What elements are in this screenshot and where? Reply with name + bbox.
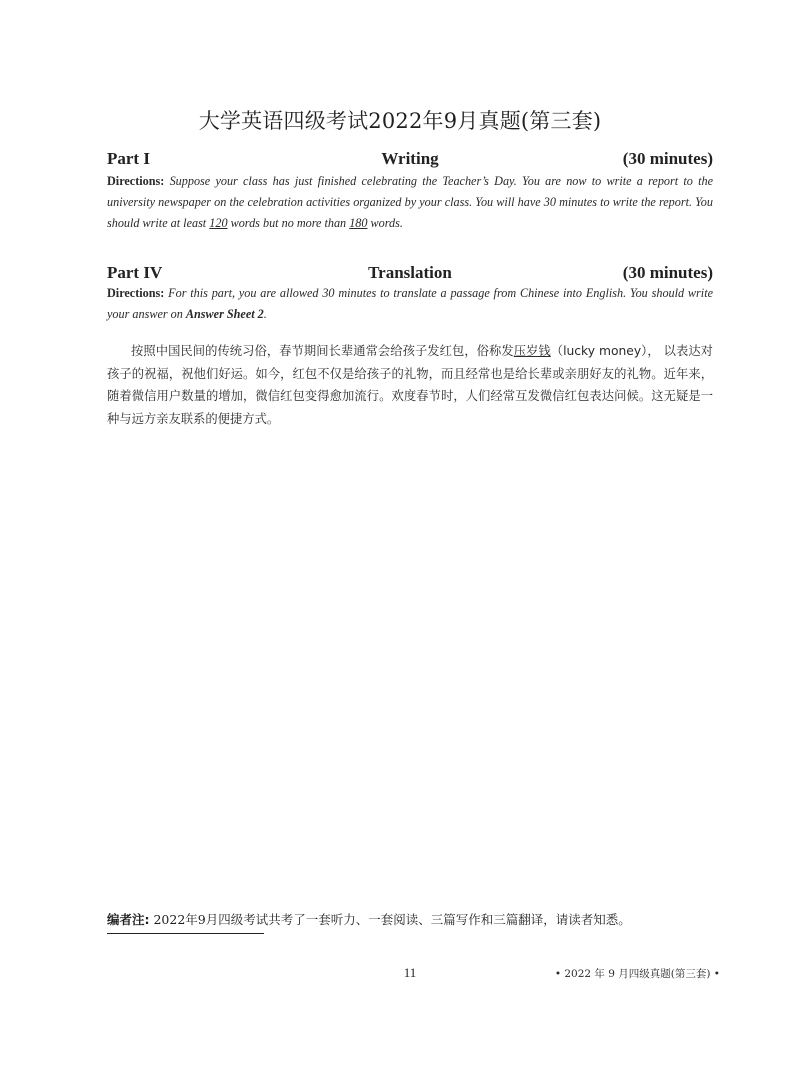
part-iv-time: (30 minutes) [622, 263, 713, 282]
editor-note [107, 910, 631, 928]
max-words: 180 [349, 216, 368, 230]
part-i-name: Writing [381, 149, 439, 168]
part-i-label: Part I [107, 149, 150, 168]
part-i-header [107, 149, 713, 173]
part-iv-name: Translation [368, 263, 452, 282]
passage-text: （lucky money）， 以表达对孩子的祝福，祝他们好运。如今，红包不仅是给孩子的礼物，而且经常也是给长辈或亲朋好友的礼物。近年来，随着微信用户数量的增加，微信红包变得愈加流行。欢度春节时，人们经常互发微信红包表达问候。这无疑是一种与远方亲友联系的便捷方式。 [107, 344, 713, 426]
part-i-directions [107, 171, 713, 234]
passage-underlined-term: 压岁钱 [513, 344, 551, 358]
part-iv-directions [107, 283, 713, 325]
translation-passage [107, 340, 713, 430]
directions-lead: Directions: [107, 174, 165, 188]
passage-text: 按照中国民间的传统习俗，春节期间长辈通常会给孩子发红包，俗称发 [131, 344, 514, 358]
editor-note-text: 2022年9月四级考试共考了一套听力、一套阅读、三篇写作和三篇翻译，请读者知悉。 [149, 912, 631, 927]
page-title: 大学英语四级考试2022年9月真题(第三套) [198, 109, 602, 133]
footer-reference: • 2022 年 9 月四级真题(第三套) • [554, 968, 720, 980]
directions-text: . [263, 307, 267, 321]
page-number: 11 [403, 965, 417, 980]
directions-text: words. [367, 216, 403, 230]
directions-lead: Directions: [107, 286, 165, 300]
note-divider [107, 933, 264, 934]
editor-note-label: 编者注: [107, 912, 150, 927]
part-i-time: (30 minutes) [622, 149, 713, 168]
directions-text: For this part, you are allowed 30 minutes to translate a passage from Chinese into English. You should write your answer on [107, 286, 713, 321]
directions-text: Suppose your class has just finished celebrating the Teacher’s Day. You are now to write a report to the university newspaper on the celebration activities organized by your class. You will have 30 minutes to write the report. You should write at least [107, 174, 713, 230]
directions-text: words but no more than [227, 216, 350, 230]
min-words: 120 [209, 216, 228, 230]
answer-sheet: Answer Sheet 2 [185, 307, 264, 321]
part-iv-label: Part IV [107, 263, 163, 282]
